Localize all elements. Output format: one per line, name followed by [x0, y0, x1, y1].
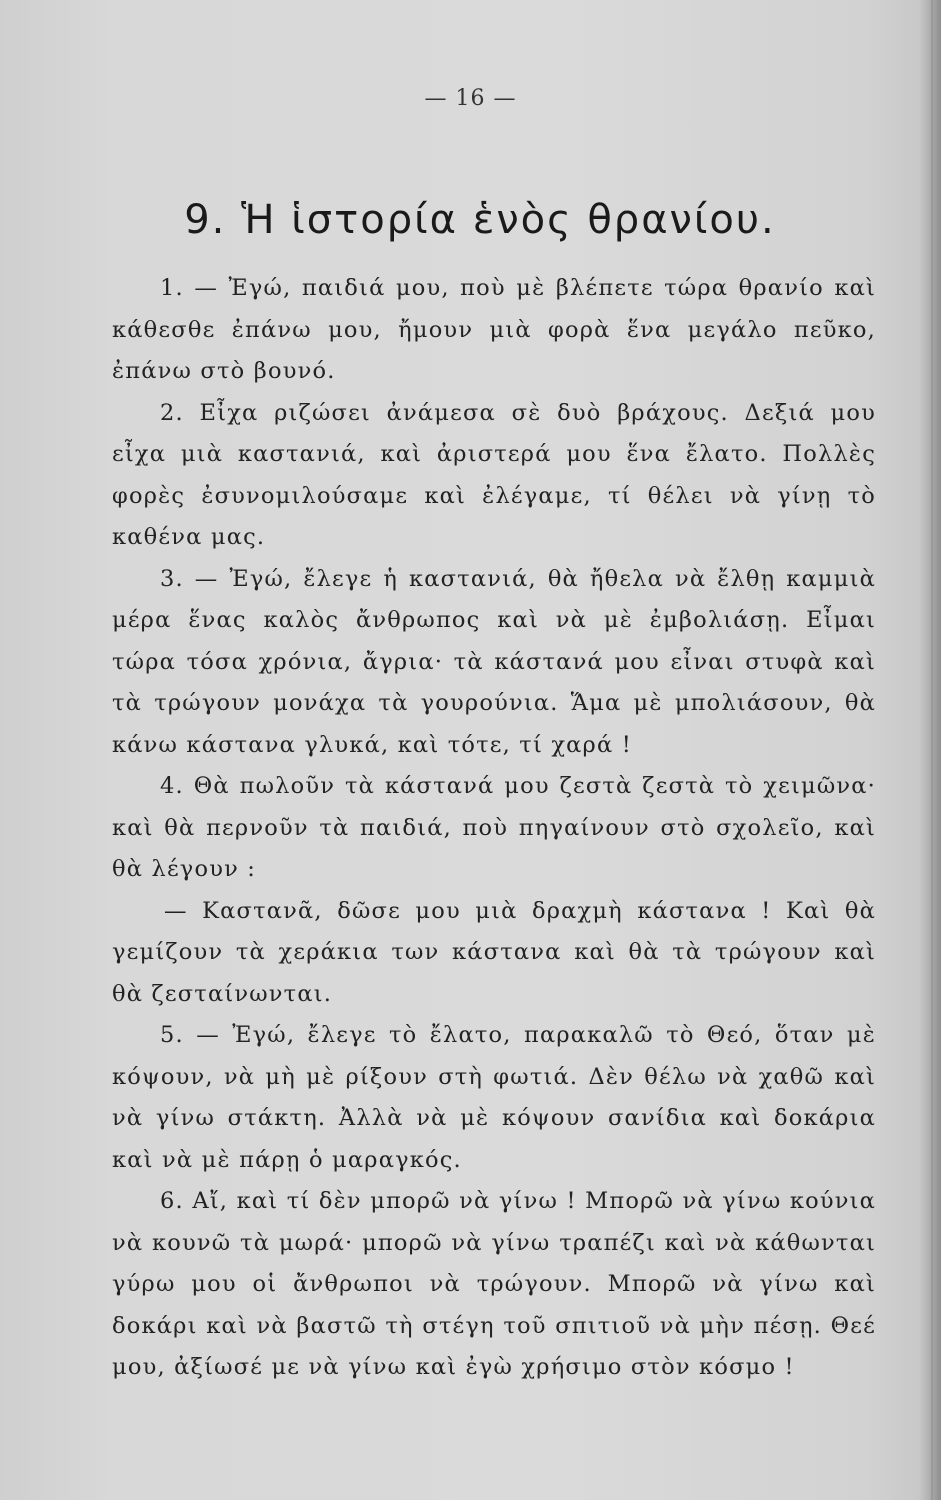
dialogue-line: — Καστανᾶ, δῶσε μου μιὰ δραχμὴ κάστανα ! Καὶ θὰ γεμίζουν τὰ χεράκια των κάστανα καὶ θὰ τὰ τρώγουν καὶ θὰ ζεσταίνωνται. — [112, 897, 876, 1007]
paragraph-1: 1. — Ἐγώ, παιδιά μου, ποὺ μὲ βλέπετε τώρα θρανίο καὶ κάθεσθε ἐπάνω μου, ἤμουν μιὰ φορὰ ἕνα μεγάλο πεῦκο, ἐπάνω στὸ βουνό. — [112, 275, 876, 384]
story-body — [112, 268, 876, 1389]
paragraph-4: 4. Θὰ πωλοῦν τὰ κάστανά μου ζεστὰ ζεστὰ τὸ χειμῶνα· καὶ θὰ περνοῦν τὰ παιδιά, ποὺ πηγαίνουν στὸ σχολεῖο, καὶ θὰ λέγουν : — [112, 773, 876, 882]
chapter-title: 9. Ἡ ἱστορία ἑνὸς θρανίου. — [184, 196, 776, 243]
paragraph-6: 6. Αἴ, καὶ τί δὲν μπορῶ νὰ γίνω ! Μπορῶ νὰ γίνω κούνια νὰ κουνῶ τὰ μωρά· μπορῶ νὰ γίνω τραπέζι καὶ νὰ κάθωνται γύρω μου οἱ ἄνθρωποι νὰ τρώγουν. Μπορῶ νὰ γίνω καὶ δοκάρι καὶ νὰ βαστῶ τὴ στέγη τοῦ σπιτιοῦ νὰ μὴν πέσῃ. Θεέ μου, ἀξίωσέ με νὰ γίνω καὶ ἐγὼ χρήσιμο στὸν κόσμο ! — [112, 1188, 876, 1380]
paragraph-5: 5. — Ἐγώ, ἔλεγε τὸ ἔλατο, παρακαλῶ τὸ Θεό, ὅταν μὲ κόψουν, νὰ μὴ μὲ ρίξουν στὴ φωτιά. Δὲν θέλω νὰ χαθῶ καὶ νὰ γίνω στάκτη. Ἀλλὰ νὰ μὲ κόψουν σανίδια καὶ δοκάρια καὶ νὰ μὲ πάρῃ ὁ μαραγκός. — [112, 1022, 876, 1173]
paragraph-2: 2. Εἶχα ριζώσει ἀνάμεσα σὲ δυὸ βράχους. Δεξιά μου εἶχα μιὰ καστανιά, καὶ ἀριστερά μου ἕνα ἔλατο. Πολλὲς φορὲς ἐσυνομιλούσαμε καὶ ἐλέγαμε, τί θέλει νὰ γίνῃ τὸ καθένα μας. — [112, 399, 876, 550]
paragraph-3: 3. — Ἐγώ, ἔλεγε ἡ καστανιά, θὰ ἤθελα νὰ ἔλθῃ καμμιὰ μέρα ἕνας καλὸς ἄνθρωπος καὶ νὰ μὲ ἐμβολιάσῃ. Εἶμαι τώρα τόσα χρόνια, ἄγρια· τὰ κάστανά μου εἶναι στυφὰ καὶ τὰ τρώγουν μονάχα τὰ γουρούνια. Ἅμα μὲ μπολιάσουν, θὰ κάνω κάστανα γλυκά, καὶ τότε, τί χαρά ! — [112, 565, 876, 758]
page-number: — 16 — — [424, 86, 517, 111]
